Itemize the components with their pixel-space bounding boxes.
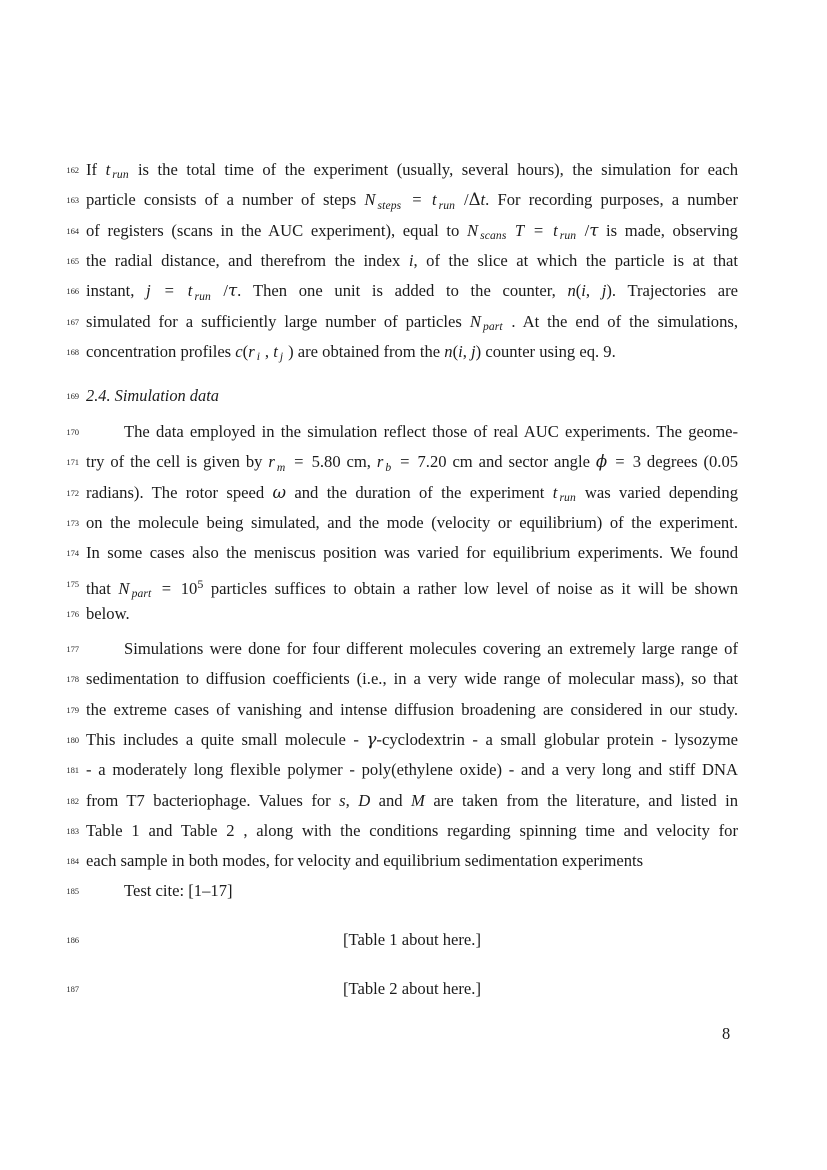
table2-placeholder: [Table 2 about here.] [343,979,481,998]
body-line-171: try of the cell is given by r $_m$ = 5.80 cm, r $_b$ = 7.20 cm and sector angle ϕ = 3 degrees (0.05 [86,452,739,474]
line-number: 187 [66,984,79,994]
line-number: 176 [66,608,79,619]
body-line-168: concentration profiles c(r $_i$ , t $_j$ ) are obtained from the n(i, j) counter using eq. 9. [86,341,616,364]
line-number: 172 [66,487,79,498]
line-number: 184 [66,856,79,867]
line-number: 175 [66,578,79,589]
body-line-181: - a moderately long flexible polymer - poly(ethylene oxide) - and a very long and stiff DNA [86,760,738,780]
citation-line [86,876,738,906]
line-number: 166 [66,286,79,297]
line-number: 173 [66,517,79,528]
line-number: 179 [66,704,79,715]
line-number: 183 [66,825,79,836]
line-number: 167 [66,316,79,327]
line-number: 165 [66,255,79,266]
body-line-177: Simulations were done for four different molecules covering an extremely large range of [124,639,738,658]
line-number: 170 [66,427,79,437]
page-number: 8 [722,1024,731,1043]
line-number: 171 [66,457,79,468]
line-number: 185 [66,886,79,896]
line-number-heading: 169 [66,391,79,401]
table1-placeholder: [Table 1 about here.] [343,930,481,949]
line-number: 177 [66,644,79,654]
line-number: 182 [66,795,79,806]
body-line-165: the radial distance, and therefrom the index i, of the slice at which the particle is at that [86,250,738,270]
body-line-176: below. [86,603,130,623]
line-number: 186 [66,935,79,945]
body-line-170: The data employed in the simulation reflect those of real AUC experiments. The geome- [124,422,738,441]
body-line-180: This includes a quite small molecule - γ-cyclodextrin - a small globular protein - lysozyme [86,729,738,749]
line-number: 168 [66,346,79,357]
body-line-178: sedimentation to diffusion coefficients (i.e., in a very wide range of molecular mass), so that [86,669,738,689]
line-number: 178 [66,674,79,685]
body-line-162: If t $_{run}$ is the total time of the experiment (usually, several hours), the simulation for each [86,160,739,182]
body-line-163: particle consists of a number of steps N $_{steps}$ = t $_{run}$ /Δt. For recording purposes, a number [86,190,738,212]
section-heading: 2.4. Simulation data [86,386,219,405]
body-line-174: In some cases also the meniscus position was varied for equilibrium experiments. We found [86,543,738,563]
citation-label: Test cite: [124,881,185,900]
body-line-172: radians). The rotor speed ω and the duration of the experiment t $_{run}$ was varied depending [86,482,738,505]
line-number: 163 [66,195,79,206]
body-line-179: the extreme cases of vanishing and intense diffusion broadening are considered in our study. [86,699,738,719]
body-line-167: simulated for a sufficiently large number of particles N $_{part}$ . At the end of the simulations, [86,311,738,333]
body-line-183: Table 1 and Table 2 , along with the conditions regarding spinning time and velocity for [86,820,738,840]
citation-reference: [1–17] [188,881,233,900]
line-number: 162 [66,165,79,175]
body-line-184: each sample in both modes, for velocity and equilibrium sedimentation experiments [86,851,644,871]
line-number: 164 [66,225,79,236]
line-number: 180 [66,734,79,745]
line-number: 174 [66,548,79,559]
body-line-164: of registers (scans in the AUC experiment), equal to N $_{scans}$ T = t $_{run}$ /τ is made, observing [86,220,738,243]
body-line-182: from T7 bacteriophage. Values for s, D and M are taken from the literature, and listed in [86,790,739,810]
body-line-175: that N $_{part} = 10^5$ particles suffices to obtain a rather low level of noise as it will be shown [86,576,739,601]
line-number: 181 [66,765,79,776]
body-line-173: on the molecule being simulated, and the mode (velocity or equilibrium) of the experiment. [86,512,738,532]
body-line-166: instant, j = t $_{run}$ /τ. Then one unit is added to the counter, n(i, j). Trajectories are [86,281,739,303]
